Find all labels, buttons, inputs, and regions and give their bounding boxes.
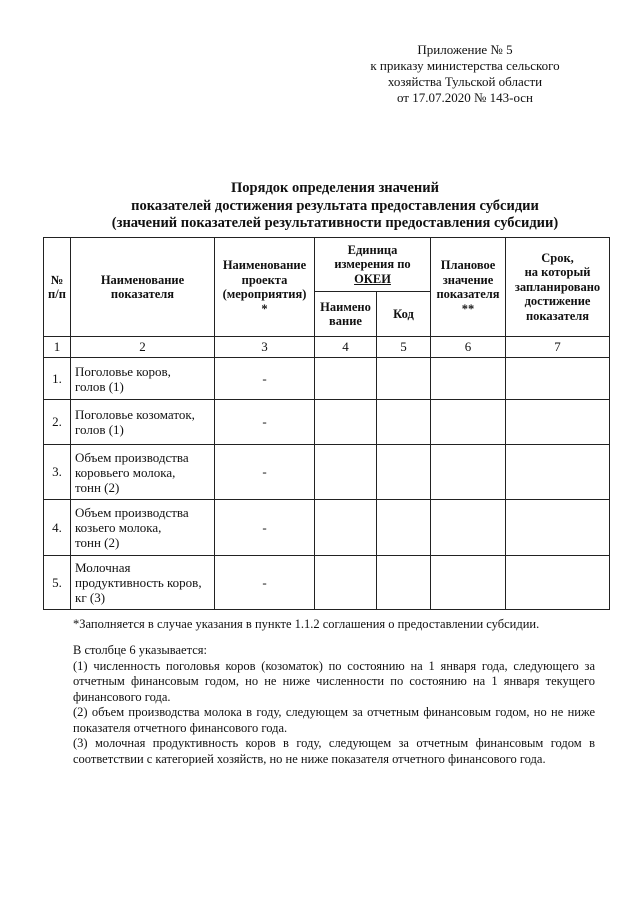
- project-cell: -: [215, 358, 315, 400]
- note-item: (3) молочная продуктивность коров в году, следующем за отчетным финансовым годом в соответствии с категорией хозяйств, но не ниже показателя отчетного финансового года.: [73, 736, 595, 766]
- appendix-line: к приказу министерства сельского: [370, 58, 560, 73]
- row-number: 1.: [44, 358, 71, 400]
- header-unit-code: Код: [377, 292, 431, 337]
- table-row: [44, 358, 610, 400]
- indicator-name: Молочная продуктивность коров, кг (3): [71, 556, 215, 610]
- deadline-cell: [506, 358, 610, 400]
- header-project-name: Наименование проекта (мероприятия) *: [215, 238, 315, 337]
- footnote: *Заполняется в случае указания в пункте 1.1.2 соглашения о предоставлении субсидии.: [73, 617, 540, 631]
- indicator-name: Поголовье козоматок, голов (1): [71, 400, 215, 445]
- project-cell: -: [215, 500, 315, 556]
- header-unit: Единица измерения по ОКЕИ: [315, 238, 431, 292]
- deadline-cell: [506, 445, 610, 500]
- indicator-name: Объем производства коровьего молока, тонн (2): [71, 445, 215, 500]
- planned-value-cell: [431, 445, 506, 500]
- note-item: (1) численность поголовья коров (козоматок) по состоянию на 1 января года, следующего за отчетным финансовым годом, но не ниже численности по состоянию на 1 января текущего финансового года.: [73, 658, 595, 704]
- appendix-block: [370, 42, 560, 106]
- column-index-row: [44, 337, 610, 358]
- column-index: 7: [506, 337, 610, 358]
- unit-code-cell: [377, 500, 431, 556]
- planned-value-cell: [431, 400, 506, 445]
- column-index: 6: [431, 337, 506, 358]
- title-line: показателей достижения результата предоставления субсидии: [131, 197, 539, 214]
- unit-name-cell: [315, 400, 377, 445]
- project-cell: -: [215, 400, 315, 445]
- table-row: [44, 500, 610, 556]
- appendix-line: Приложение № 5: [417, 42, 513, 57]
- appendix-line: от 17.07.2020 № 143-осн: [396, 90, 534, 105]
- column-index: 5: [377, 337, 431, 358]
- deadline-cell: [506, 400, 610, 445]
- deadline-cell: [506, 556, 610, 610]
- document-title: [60, 180, 610, 233]
- indicator-name: Объем производства козьего молока, тонн (2): [71, 500, 215, 556]
- header-unit-name: Наимено вание: [315, 292, 377, 337]
- deadline-cell: [506, 500, 610, 556]
- title-line: (значений показателей результативности предоставления субсидии): [111, 215, 559, 231]
- row-number: 5.: [44, 556, 71, 610]
- row-number: 2.: [44, 400, 71, 445]
- indicator-name: Поголовье коров, голов (1): [71, 358, 215, 400]
- unit-code-cell: [377, 556, 431, 610]
- unit-code-cell: [377, 358, 431, 400]
- header-indicator-name: Наименование показателя: [71, 238, 215, 337]
- planned-value-cell: [431, 556, 506, 610]
- planned-value-cell: [431, 500, 506, 556]
- column-index: 3: [215, 337, 315, 358]
- unit-name-cell: [315, 556, 377, 610]
- table-row: [44, 400, 610, 445]
- planned-value-cell: [431, 358, 506, 400]
- column-notes: [73, 643, 595, 767]
- header-deadline: Срок, на который запланировано достижение показателя: [506, 238, 610, 337]
- unit-name-cell: [315, 500, 377, 556]
- note-item: (2) объем производства молока в году, следующем за отчетным финансовым годом, но не ниже показателя отчетного финансового года.: [73, 705, 595, 735]
- project-cell: -: [215, 556, 315, 610]
- column-index: 2: [71, 337, 215, 358]
- row-number: 4.: [44, 500, 71, 556]
- column-index: 1: [44, 337, 71, 358]
- header-row: [44, 238, 610, 292]
- table-row: [44, 556, 610, 610]
- unit-code-cell: [377, 400, 431, 445]
- unit-name-cell: [315, 445, 377, 500]
- column-index: 4: [315, 337, 377, 358]
- unit-code-cell: [377, 445, 431, 500]
- project-cell: -: [215, 445, 315, 500]
- row-number: 3.: [44, 445, 71, 500]
- indicators-table: [43, 237, 610, 610]
- appendix-line: хозяйства Тульской области: [387, 74, 543, 89]
- header-num: № п/п: [44, 238, 71, 337]
- unit-name-cell: [315, 358, 377, 400]
- table-row: [44, 445, 610, 500]
- title-line: Порядок определения значений: [231, 180, 439, 196]
- notes-intro: В столбце 6 указывается:: [73, 643, 207, 657]
- header-planned-value: Плановое значение показателя **: [431, 238, 506, 337]
